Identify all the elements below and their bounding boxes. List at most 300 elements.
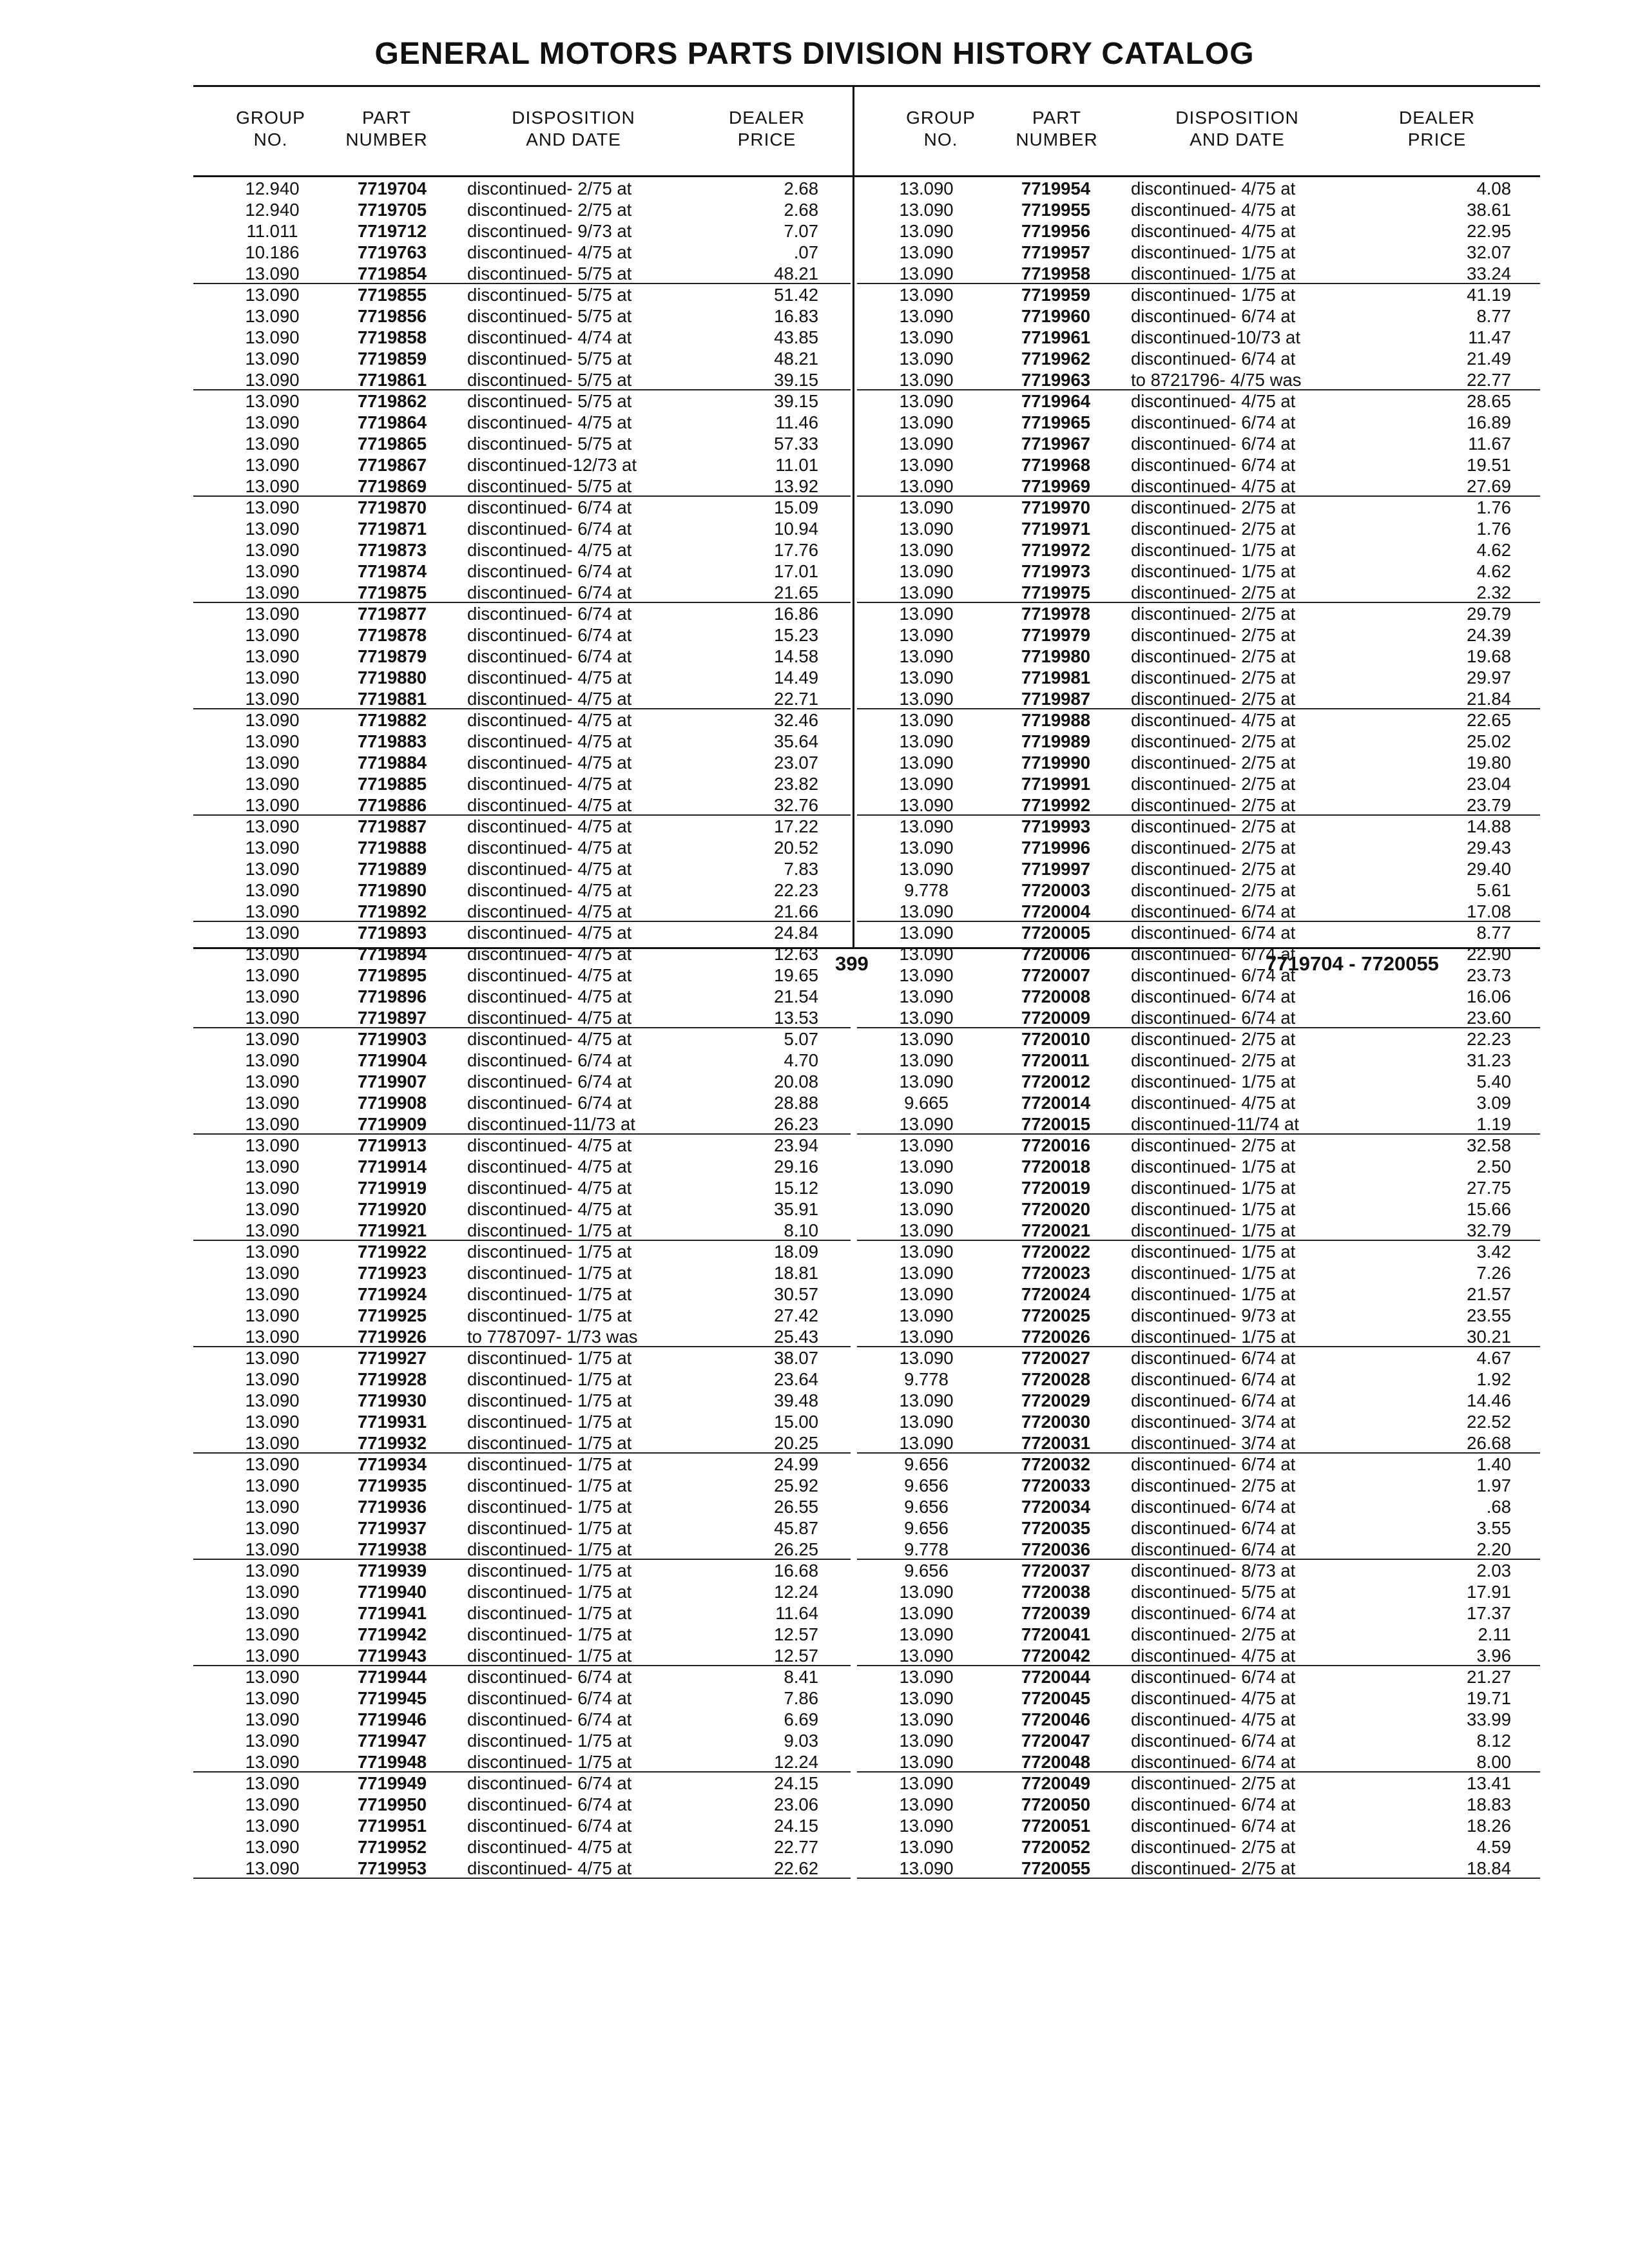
dealer-price: 3.42 xyxy=(1476,1242,1511,1262)
disposition: discontinued- 2/75 at xyxy=(1131,1837,1296,1857)
group-number: 13.090 xyxy=(245,1603,300,1623)
dealer-price: 22.62 xyxy=(774,1858,818,1878)
table-row xyxy=(857,1454,1540,1475)
dealer-price: 15.66 xyxy=(1467,1199,1511,1219)
part-number: 7720034 xyxy=(1021,1497,1091,1517)
disposition: discontinued- 2/75 at xyxy=(1131,731,1296,751)
disposition: discontinued- 6/74 at xyxy=(1131,944,1296,964)
part-number: 7719996 xyxy=(1021,838,1091,858)
dealer-price: 1.19 xyxy=(1476,1114,1511,1134)
disposition: discontinued- 4/75 at xyxy=(1131,391,1296,411)
right-column xyxy=(857,178,1540,1879)
table-row xyxy=(857,284,1540,305)
part-number: 7720019 xyxy=(1021,1178,1091,1198)
disposition: discontinued- 2/75 at xyxy=(1131,859,1296,879)
disposition: discontinued- 1/75 at xyxy=(1131,561,1296,581)
table-row xyxy=(857,1517,1540,1539)
group-number: 13.090 xyxy=(245,710,300,730)
table-row xyxy=(857,901,1540,922)
table-row xyxy=(857,1177,1540,1198)
disposition: discontinued- 9/73 at xyxy=(467,221,632,241)
part-number: 7720049 xyxy=(1021,1773,1091,1793)
dealer-price: 7.83 xyxy=(784,859,818,879)
part-number: 7720042 xyxy=(1021,1646,1091,1666)
dealer-price: 5.40 xyxy=(1476,1072,1511,1091)
part-number: 7720014 xyxy=(1021,1093,1091,1113)
disposition: discontinued- 1/75 at xyxy=(467,1412,632,1432)
group-number: 13.090 xyxy=(899,1858,954,1878)
dealer-price: 16.86 xyxy=(774,604,818,624)
part-number: 7719874 xyxy=(358,561,427,581)
disposition: discontinued- 1/75 at xyxy=(467,1220,632,1240)
disposition: discontinued- 6/74 at xyxy=(1131,349,1296,369)
dealer-price: 15.23 xyxy=(774,625,818,645)
table-row xyxy=(857,1687,1540,1709)
dealer-price: 12.57 xyxy=(774,1646,818,1666)
dealer-price: 16.89 xyxy=(1467,412,1511,432)
dealer-price: 38.07 xyxy=(774,1348,818,1368)
group-number: 10.186 xyxy=(245,242,300,262)
part-number: 7720022 xyxy=(1021,1242,1091,1262)
disposition: discontinued- 1/75 at xyxy=(1131,1220,1296,1240)
page-number: 399 xyxy=(835,952,869,975)
group-number: 13.090 xyxy=(899,434,954,454)
table-row xyxy=(857,327,1540,348)
disposition: discontinued- 1/75 at xyxy=(467,1539,632,1559)
dealer-price: 8.12 xyxy=(1476,1731,1511,1751)
dealer-price: 2.03 xyxy=(1476,1561,1511,1581)
part-number: 7719712 xyxy=(358,221,427,241)
part-number: 7719925 xyxy=(358,1305,427,1325)
top-rule xyxy=(193,85,1540,87)
part-number: 7719895 xyxy=(358,965,427,985)
disposition: discontinued- 6/74 at xyxy=(467,519,632,539)
part-number: 7719980 xyxy=(1021,646,1091,666)
disposition: discontinued- 1/75 at xyxy=(467,1497,632,1517)
dealer-price: 22.65 xyxy=(1467,710,1511,730)
table-row xyxy=(193,1177,851,1198)
dealer-price: 18.26 xyxy=(1467,1816,1511,1836)
part-number: 7719930 xyxy=(358,1390,427,1410)
header-price: DEALER PRICE xyxy=(1398,108,1476,149)
group-number: 13.090 xyxy=(899,1688,954,1708)
group-number: 13.090 xyxy=(245,1008,300,1028)
part-number: 7719956 xyxy=(1021,221,1091,241)
disposition: discontinued- 6/74 at xyxy=(467,561,632,581)
part-number: 7719954 xyxy=(1021,178,1091,198)
group-number: 13.090 xyxy=(245,625,300,645)
disposition: discontinued- 4/75 at xyxy=(467,1858,632,1878)
disposition: discontinued- 6/74 at xyxy=(1131,434,1296,454)
part-number: 7720031 xyxy=(1021,1433,1091,1453)
dealer-price: 3.55 xyxy=(1476,1518,1511,1538)
disposition: discontinued- 4/75 at xyxy=(467,901,632,921)
part-number: 7720055 xyxy=(1021,1858,1091,1878)
table-row xyxy=(193,816,851,837)
group-number: 13.090 xyxy=(899,1050,954,1070)
dealer-price: 12.24 xyxy=(774,1582,818,1602)
group-number: 13.090 xyxy=(245,965,300,985)
part-number: 7719944 xyxy=(358,1667,427,1687)
disposition: discontinued- 6/74 at xyxy=(467,1816,632,1836)
dealer-price: 22.71 xyxy=(774,689,818,709)
part-number: 7719935 xyxy=(358,1475,427,1495)
table-row xyxy=(857,1241,1540,1262)
disposition: discontinued- 6/74 at xyxy=(467,1050,632,1070)
disposition: discontinued- 6/74 at xyxy=(467,1688,632,1708)
table-row xyxy=(193,624,851,646)
table-row xyxy=(193,1730,851,1751)
disposition: discontinued- 2/75 at xyxy=(1131,753,1296,773)
disposition: discontinued- 4/75 at xyxy=(1131,1646,1296,1666)
group-number: 13.090 xyxy=(899,1178,954,1198)
disposition: discontinued- 1/75 at xyxy=(1131,1284,1296,1304)
dealer-price: .68 xyxy=(1486,1497,1511,1517)
disposition: discontinued- 6/74 at xyxy=(1131,1454,1296,1474)
part-number: 7719960 xyxy=(1021,306,1091,326)
table-row xyxy=(193,178,851,199)
table-row xyxy=(857,922,1540,943)
group-number: 13.090 xyxy=(899,327,954,347)
part-number: 7720028 xyxy=(1021,1369,1091,1389)
group-number: 13.090 xyxy=(899,1794,954,1814)
dealer-price: 18.81 xyxy=(774,1263,818,1283)
disposition: discontinued- 4/75 at xyxy=(1131,1093,1296,1113)
part-number: 7720003 xyxy=(1021,880,1091,900)
table-row xyxy=(193,901,851,922)
disposition: discontinued- 6/74 at xyxy=(467,625,632,645)
disposition: discontinued- 6/74 at xyxy=(1131,1539,1296,1559)
group-number: 13.090 xyxy=(245,1412,300,1432)
group-number: 13.090 xyxy=(899,1433,954,1453)
table-row xyxy=(193,1071,851,1092)
part-number: 7719856 xyxy=(358,306,427,326)
table-row xyxy=(857,1645,1540,1666)
disposition: discontinued- 2/75 at xyxy=(467,200,632,220)
group-number: 13.090 xyxy=(245,1709,300,1729)
dealer-price: 8.41 xyxy=(784,1667,818,1687)
dealer-price: 21.57 xyxy=(1467,1284,1511,1304)
disposition: discontinued- 1/75 at xyxy=(1131,264,1296,284)
group-number: 13.090 xyxy=(245,1624,300,1644)
dealer-price: 7.07 xyxy=(784,221,818,241)
part-number: 7720039 xyxy=(1021,1603,1091,1623)
part-number: 7719877 xyxy=(358,604,427,624)
group-number: 9.656 xyxy=(904,1475,949,1495)
group-number: 13.090 xyxy=(899,1135,954,1155)
dealer-price: 32.79 xyxy=(1467,1220,1511,1240)
group-number: 13.090 xyxy=(899,816,954,836)
group-number: 13.090 xyxy=(245,880,300,900)
part-number: 7719932 xyxy=(358,1433,427,1453)
table-row xyxy=(193,305,851,327)
disposition: discontinued- 4/75 at xyxy=(467,668,632,687)
part-number: 7720020 xyxy=(1021,1199,1091,1219)
dealer-price: 26.68 xyxy=(1467,1433,1511,1453)
part-number: 7719949 xyxy=(358,1773,427,1793)
dealer-price: 21.54 xyxy=(774,986,818,1006)
table-row xyxy=(857,688,1540,709)
dealer-price: 39.15 xyxy=(774,370,818,390)
table-row xyxy=(857,220,1540,242)
part-number: 7719855 xyxy=(358,285,427,305)
table-row xyxy=(193,539,851,561)
part-number: 7719942 xyxy=(358,1624,427,1644)
part-number: 7719875 xyxy=(358,582,427,602)
dealer-price: 13.92 xyxy=(774,476,818,496)
dealer-price: 23.73 xyxy=(1467,965,1511,985)
group-number: 13.090 xyxy=(899,264,954,284)
group-number: 13.090 xyxy=(245,1114,300,1134)
dealer-price: 21.27 xyxy=(1467,1667,1511,1687)
disposition: discontinued- 6/74 at xyxy=(467,1093,632,1113)
disposition: discontinued- 6/74 at xyxy=(1131,1603,1296,1623)
group-number: 13.090 xyxy=(899,1624,954,1644)
dealer-price: 5.61 xyxy=(1476,880,1511,900)
part-number: 7719881 xyxy=(358,689,427,709)
dealer-price: 12.57 xyxy=(774,1624,818,1644)
table-row xyxy=(193,369,851,390)
disposition: discontinued- 1/75 at xyxy=(467,1646,632,1666)
dealer-price: 57.33 xyxy=(774,434,818,454)
part-number: 7720030 xyxy=(1021,1412,1091,1432)
table-row xyxy=(193,709,851,731)
table-row xyxy=(193,1454,851,1475)
table-row xyxy=(857,390,1540,412)
table-row xyxy=(857,1539,1540,1560)
table-row xyxy=(857,1198,1540,1220)
part-number: 7719989 xyxy=(1021,731,1091,751)
header-group: GROUP NO. xyxy=(236,108,305,149)
group-number: 13.090 xyxy=(245,519,300,539)
group-number: 13.090 xyxy=(245,285,300,305)
part-number: 7719873 xyxy=(358,540,427,560)
dealer-price: 1.76 xyxy=(1476,497,1511,517)
part-number: 7719889 xyxy=(358,859,427,879)
part-number: 7720036 xyxy=(1021,1539,1091,1559)
disposition: discontinued- 6/74 at xyxy=(1131,1816,1296,1836)
disposition: discontinued- 4/75 at xyxy=(467,540,632,560)
dealer-price: 12.24 xyxy=(774,1752,818,1772)
dealer-price: 3.09 xyxy=(1476,1093,1511,1113)
part-number: 7719963 xyxy=(1021,370,1091,390)
table-row xyxy=(857,1369,1540,1390)
disposition: discontinued- 2/75 at xyxy=(467,178,632,198)
dealer-price: 20.08 xyxy=(774,1072,818,1091)
part-number: 7719997 xyxy=(1021,859,1091,879)
dealer-price: 4.59 xyxy=(1476,1837,1511,1857)
table-row xyxy=(193,1645,851,1666)
group-number: 13.090 xyxy=(245,497,300,517)
part-number: 7719993 xyxy=(1021,816,1091,836)
disposition: discontinued- 1/75 at xyxy=(467,1348,632,1368)
group-number: 13.090 xyxy=(245,604,300,624)
dealer-price: 15.12 xyxy=(774,1178,818,1198)
group-number: 13.090 xyxy=(899,1646,954,1666)
part-number: 7719952 xyxy=(358,1837,427,1857)
disposition: discontinued- 6/74 at xyxy=(1131,1667,1296,1687)
part-number: 7720050 xyxy=(1021,1794,1091,1814)
table-row xyxy=(193,667,851,688)
group-number: 13.090 xyxy=(245,1497,300,1517)
dealer-price: 4.62 xyxy=(1476,561,1511,581)
dealer-price: 15.09 xyxy=(774,497,818,517)
table-row xyxy=(193,1794,851,1815)
table-row xyxy=(857,709,1540,731)
part-number: 7719908 xyxy=(358,1093,427,1113)
group-number: 12.940 xyxy=(245,200,300,220)
disposition: discontinued- 1/75 at xyxy=(467,1731,632,1751)
dealer-price: 23.55 xyxy=(1467,1305,1511,1325)
group-number: 13.090 xyxy=(245,1454,300,1474)
dealer-price: 27.75 xyxy=(1467,1178,1511,1198)
disposition: discontinued- 4/75 at xyxy=(467,774,632,794)
part-number: 7719990 xyxy=(1021,753,1091,773)
group-number: 13.090 xyxy=(899,370,954,390)
part-number: 7719970 xyxy=(1021,497,1091,517)
table-row xyxy=(857,1836,1540,1858)
part-number: 7720006 xyxy=(1021,944,1091,964)
group-number: 13.090 xyxy=(245,391,300,411)
disposition: discontinued- 1/75 at xyxy=(467,1561,632,1581)
part-number: 7719955 xyxy=(1021,200,1091,220)
table-row xyxy=(193,1135,851,1156)
group-number: 13.090 xyxy=(245,1582,300,1602)
group-number: 13.090 xyxy=(899,944,954,964)
disposition: discontinued- 1/75 at xyxy=(1131,285,1296,305)
disposition: discontinued- 6/74 at xyxy=(467,582,632,602)
disposition: discontinued- 4/75 at xyxy=(467,965,632,985)
table-row xyxy=(857,178,1540,199)
table-row xyxy=(193,1475,851,1496)
table-row xyxy=(193,390,851,412)
group-number: 13.090 xyxy=(899,859,954,879)
group-number: 13.090 xyxy=(899,1390,954,1410)
dealer-price: 29.43 xyxy=(1467,838,1511,858)
part-number: 7720015 xyxy=(1021,1114,1091,1134)
part-number: 7720045 xyxy=(1021,1688,1091,1708)
dealer-price: 13.53 xyxy=(774,1008,818,1028)
part-number: 7719971 xyxy=(1021,519,1091,539)
disposition: discontinued- 6/74 at xyxy=(1131,455,1296,475)
dealer-price: 23.06 xyxy=(774,1794,818,1814)
group-number: 13.090 xyxy=(899,1220,954,1240)
group-number: 9.778 xyxy=(904,1539,949,1559)
table-row xyxy=(193,1305,851,1326)
disposition: discontinued- 1/75 at xyxy=(467,1305,632,1325)
part-number: 7719858 xyxy=(358,327,427,347)
group-number: 13.090 xyxy=(899,1773,954,1793)
part-number: 7719896 xyxy=(358,986,427,1006)
disposition: discontinued- 6/74 at xyxy=(1131,1348,1296,1368)
dealer-price: 11.67 xyxy=(1468,434,1511,454)
part-number: 7719921 xyxy=(358,1220,427,1240)
group-number: 13.090 xyxy=(245,668,300,687)
disposition: discontinued- 4/75 at xyxy=(1131,710,1296,730)
dealer-price: 29.40 xyxy=(1467,859,1511,879)
table-row xyxy=(193,1347,851,1369)
group-number: 13.090 xyxy=(899,1305,954,1325)
dealer-price: 2.20 xyxy=(1476,1539,1511,1559)
disposition: discontinued- 5/75 at xyxy=(467,285,632,305)
dealer-price: 17.08 xyxy=(1467,901,1511,921)
group-number: 13.090 xyxy=(899,221,954,241)
table-row xyxy=(857,816,1540,837)
table-row xyxy=(857,1602,1540,1624)
table-row xyxy=(857,1135,1540,1156)
dealer-price: 16.06 xyxy=(1467,986,1511,1006)
group-number: 13.090 xyxy=(899,668,954,687)
part-number: 7719888 xyxy=(358,838,427,858)
table-row xyxy=(193,412,851,433)
disposition: discontinued- 2/75 at xyxy=(1131,625,1296,645)
dealer-price: 5.07 xyxy=(784,1029,818,1049)
dealer-price: .07 xyxy=(793,242,818,262)
dealer-price: 7.26 xyxy=(1476,1263,1511,1283)
group-number: 13.090 xyxy=(245,1667,300,1687)
disposition: discontinued- 1/75 at xyxy=(1131,1178,1296,1198)
part-number: 7720044 xyxy=(1021,1667,1091,1687)
disposition: discontinued- 6/74 at xyxy=(467,646,632,666)
part-number: 7720037 xyxy=(1021,1561,1091,1581)
table-row xyxy=(193,773,851,794)
dealer-price: 22.90 xyxy=(1467,944,1511,964)
group-number: 9.778 xyxy=(904,1369,949,1389)
disposition: discontinued- 8/73 at xyxy=(1131,1561,1296,1581)
part-number: 7719978 xyxy=(1021,604,1091,624)
group-number: 13.090 xyxy=(899,519,954,539)
dealer-price: 26.55 xyxy=(774,1497,818,1517)
part-number: 7719968 xyxy=(1021,455,1091,475)
header-disposition: DISPOSITION AND DATE xyxy=(1175,108,1299,149)
group-number: 13.090 xyxy=(245,731,300,751)
disposition: discontinued- 1/75 at xyxy=(467,1263,632,1283)
disposition: discontinued- 1/75 at xyxy=(467,1752,632,1772)
group-number: 13.090 xyxy=(899,1114,954,1134)
dealer-price: 22.23 xyxy=(774,880,818,900)
dealer-price: 33.99 xyxy=(1467,1709,1511,1729)
disposition: discontinued- 4/75 at xyxy=(1131,178,1296,198)
page-title: GENERAL MOTORS PARTS DIVISION HISTORY CATALOG xyxy=(374,37,1255,71)
group-number: 13.090 xyxy=(899,412,954,432)
group-number: 13.090 xyxy=(899,774,954,794)
disposition: discontinued- 5/75 at xyxy=(467,349,632,369)
group-number: 13.090 xyxy=(899,391,954,411)
part-number: 7719937 xyxy=(358,1518,427,1538)
header-price: DEALER PRICE xyxy=(728,108,805,149)
table-row xyxy=(857,1028,1540,1050)
group-number: 13.090 xyxy=(245,1050,300,1070)
group-number: 13.090 xyxy=(899,1412,954,1432)
table-row xyxy=(857,263,1540,284)
disposition: discontinued- 6/74 at xyxy=(1131,1731,1296,1751)
group-number: 9.665 xyxy=(904,1093,949,1113)
dealer-price: 8.77 xyxy=(1476,306,1511,326)
group-number: 13.090 xyxy=(899,753,954,773)
group-number: 9.656 xyxy=(904,1518,949,1538)
table-row xyxy=(193,1858,851,1879)
dealer-price: 22.77 xyxy=(774,1837,818,1857)
group-number: 13.090 xyxy=(245,561,300,581)
table-row xyxy=(193,965,851,986)
table-row xyxy=(193,1602,851,1624)
group-number: 9.656 xyxy=(904,1454,949,1474)
table-row xyxy=(193,1050,851,1071)
table-row xyxy=(857,1581,1540,1602)
table-row xyxy=(193,433,851,454)
part-number: 7719928 xyxy=(358,1369,427,1389)
dealer-price: 31.23 xyxy=(1467,1050,1511,1070)
